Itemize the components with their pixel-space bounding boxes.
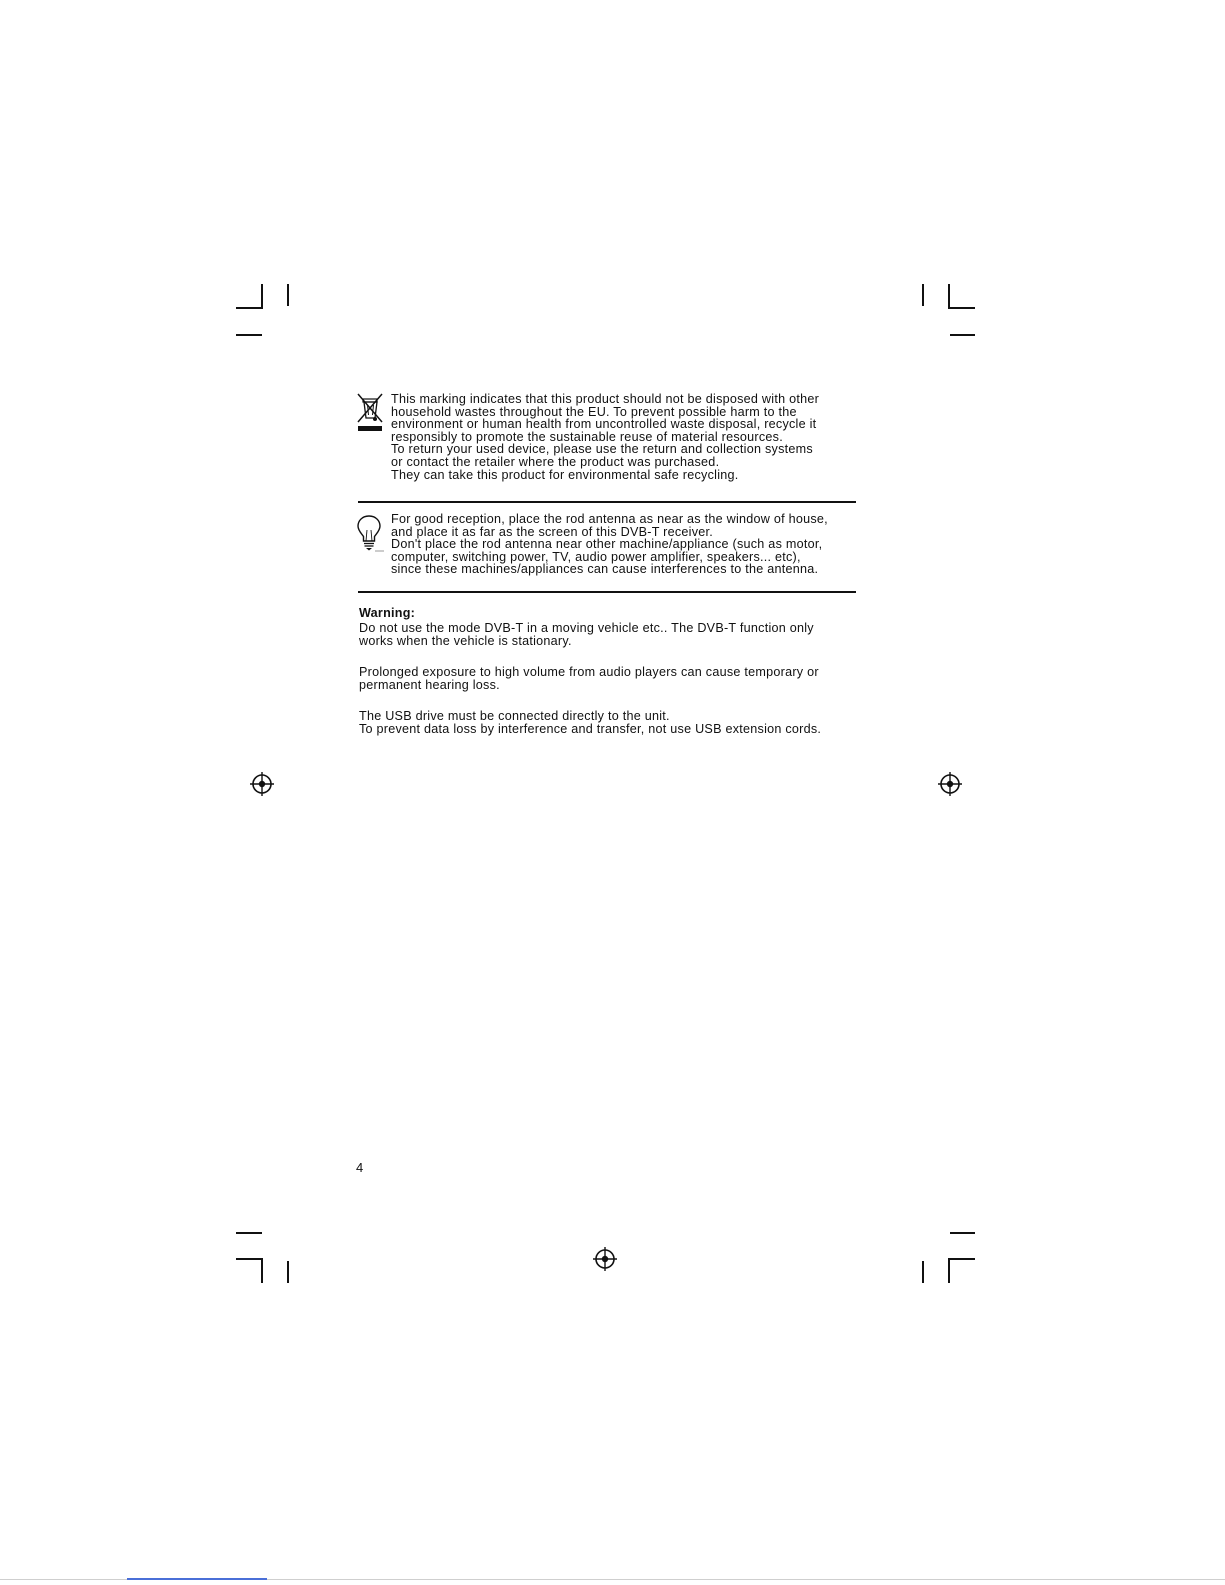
weee-line: This marking indicates that this product should not be disposed with other <box>391 392 820 406</box>
divider-top <box>358 501 856 503</box>
warning-paragraph-usb <box>359 710 821 735</box>
weee-line: environment or human health from uncontrolled waste disposal, recycle it <box>391 417 817 432</box>
warning-line: permanent hearing loss. <box>359 677 500 692</box>
weee-line: responsibly to promote the sustainable reuse of material resources. <box>391 429 783 444</box>
registration-mark-right-icon <box>937 771 963 797</box>
weee-line: To return your used device, please use the return and collection systems <box>391 442 813 457</box>
tip-line: Don't place the rod antenna near other machine/appliance (such as motor, <box>391 537 823 552</box>
warning-line: The USB drive must be connected directly to the unit. <box>359 709 670 723</box>
tip-line: and place it as far as the screen of this DVB-T receiver. <box>391 524 714 539</box>
warning-line: To prevent data loss by interference and transfer, not use USB extension cords. <box>359 721 822 736</box>
warning-paragraph-hearing <box>359 666 819 691</box>
weee-line: or contact the retailer where the product was purchased. <box>391 454 720 469</box>
warning-line: Prolonged exposure to high volume from audio players can cause temporary or <box>359 665 819 679</box>
tip-line: since these machines/appliances can cause interferences to the antenna. <box>391 562 819 577</box>
registration-mark-bottom-icon <box>592 1246 618 1272</box>
weee-notice <box>391 393 819 481</box>
warning-line: Do not use the mode DVB-T in a moving vehicle etc.. The DVB-T function only <box>359 621 814 635</box>
tip-line: computer, switching power, TV, audio power amplifier, speakers... etc), <box>391 549 801 564</box>
registration-mark-left-icon <box>249 771 275 797</box>
crossed-out-wheelie-bin-icon <box>355 391 385 433</box>
warning-line: works when the vehicle is stationary. <box>359 633 572 648</box>
viewer-scroll-indicator <box>127 1578 267 1580</box>
weee-line: household wastes throughout the EU. To prevent possible harm to the <box>391 404 797 419</box>
warning-heading: Warning: <box>359 606 416 620</box>
warning-paragraph-dvbt <box>359 622 814 647</box>
light-bulb-icon <box>355 513 385 553</box>
weee-line: They can take this product for environmental safe recycling. <box>391 467 739 482</box>
reception-tip <box>391 513 828 576</box>
tip-line: For good reception, place the rod antenna as near as the window of house, <box>391 512 828 526</box>
divider-bottom <box>358 591 856 593</box>
page-number: 4 <box>356 1160 364 1175</box>
